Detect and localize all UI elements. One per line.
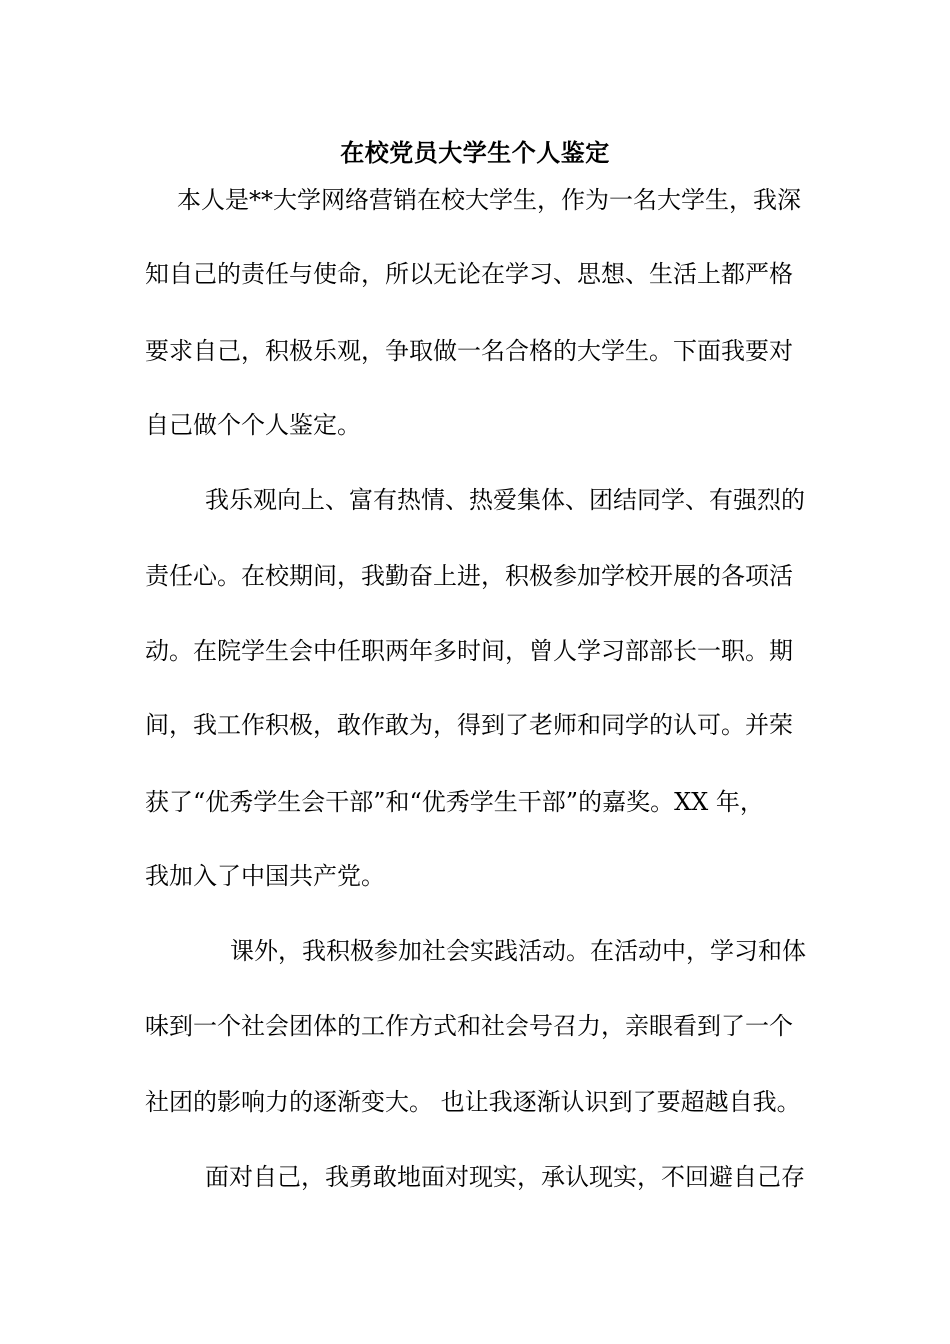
paragraph-line: 课外，我积极参加社会实践活动。在活动中，学习和体 <box>230 937 806 965</box>
document-title: 在校党员大学生个人鉴定 <box>340 138 610 167</box>
paragraph-line: 知自己的责任与使命，所以无论在学习、思想、生活上都严格 <box>145 260 793 288</box>
paragraph-line: 我乐观向上、富有热情、热爱集体、团结同学、有强烈的 <box>205 486 805 514</box>
paragraph-line: 获了“优秀学生会干部”和“优秀学生干部”的嘉奖。XX 年， <box>145 788 764 816</box>
paragraph-line: 间，我工作积极，敢作敢为，得到了老师和同学的认可。并荣 <box>145 711 793 739</box>
paragraph-line: 责任心。在校期间，我勤奋上进，积极参加学校开展的各项活 <box>145 562 793 590</box>
paragraph-line: 本人是**大学网络营销在校大学生，作为一名大学生，我深 <box>177 186 801 214</box>
paragraph-line: 味到一个社会团体的工作方式和社会号召力，亲眼看到了一个 <box>145 1012 793 1040</box>
paragraph-line: 动。在院学生会中任职两年多时间，曾人学习部部长一职。期 <box>145 637 793 665</box>
paragraph-line: 社团的影响力的逐渐变大。 也让我逐渐认识到了要超越自我。 <box>145 1088 801 1116</box>
paragraph-line: 我加入了中国共产党。 <box>145 862 385 890</box>
paragraph-line: 自己做个个人鉴定。 <box>145 411 361 439</box>
paragraph-line: 面对自己，我勇敢地面对现实，承认现实，不回避自己存 <box>205 1163 805 1191</box>
paragraph-line: 要求自己，积极乐观，争取做一名合格的大学生。下面我要对 <box>145 337 793 365</box>
